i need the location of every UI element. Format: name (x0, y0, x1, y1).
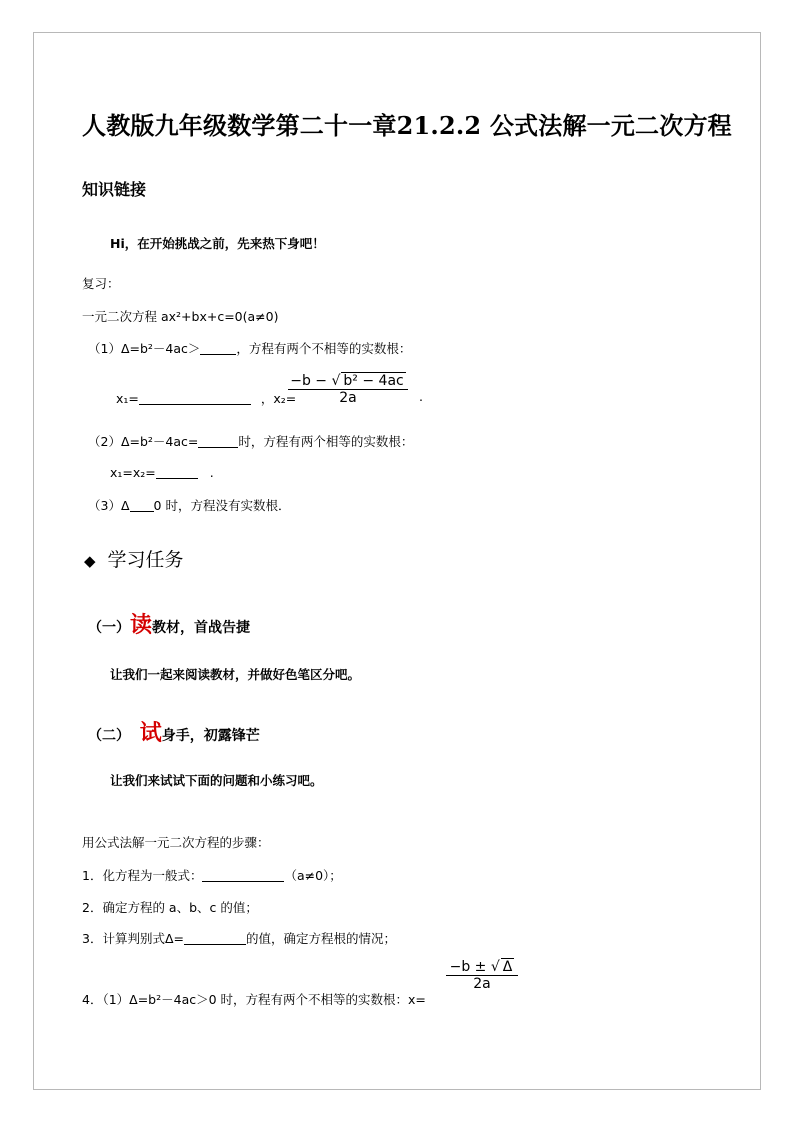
case1-text: ，方程有两个不相等的实数根： (236, 341, 412, 356)
case3-delta: Δ (120, 498, 130, 513)
case1-delta: Δ=b²－4ac＞ (120, 341, 201, 356)
greeting-text: Hi，在开始挑战之前，先来热下身吧！ (110, 236, 325, 251)
case1-end: . (419, 389, 423, 404)
case2-end: . (209, 465, 214, 480)
section2-desc: 让我们来试试下面的问题和小练习吧。 (110, 773, 323, 788)
case2-roots-line (110, 465, 214, 480)
section2-key: 试 (139, 721, 162, 746)
case3-line (88, 496, 290, 514)
case3-text: 0 时，方程没有实数根． (153, 498, 291, 513)
case3-prefix: （3） (88, 498, 121, 513)
x12-blank[interactable] (156, 466, 198, 479)
step2: 2．确定方程的 a、b、c 的值； (82, 900, 258, 915)
case1-blank[interactable] (200, 342, 236, 355)
case3-blank[interactable] (130, 499, 154, 512)
equation-general: 一元二次方程 ax²+bx+c=0(a≠0) (82, 309, 279, 324)
root-formula-denominator: 2a (339, 390, 357, 406)
section1-key: 读 (130, 613, 153, 638)
x1-blank[interactable] (139, 392, 251, 405)
page-title: 人教版九年级数学第二十一章21.2.2 公式法解一元二次方程 (82, 111, 732, 140)
step4-numerator: −b ± √ Δ (449, 959, 513, 975)
diamond-bullet-icon: ◆ (84, 552, 96, 570)
steps-title: 用公式法解一元二次方程的步骤： (82, 835, 270, 850)
step1: 1．化方程为一般式： （a≠0）； (82, 868, 342, 883)
case1-prefix: （1） (88, 341, 121, 356)
step4: 4．（1）Δ=b²－4ac＞0 时，方程有两个不相等的实数根：x= (82, 992, 426, 1007)
case2-blank[interactable] (198, 435, 238, 448)
step4-denominator: 2a (473, 976, 491, 992)
x12-label: x₁=x₂= (110, 465, 156, 480)
case2-prefix: （2） (88, 434, 121, 449)
section1-desc: 让我们一起来阅读教材，并做好色笔区分吧。 (110, 667, 361, 682)
root-formula-numerator: −b − √ b² − 4ac (290, 373, 404, 389)
case2-line (88, 432, 413, 450)
case1-roots-line (116, 389, 296, 407)
case2-delta: Δ=b²－4ac= (120, 434, 199, 449)
knowledge-link-heading: 知识链接 (82, 180, 147, 199)
step3: 3．计算判别式Δ= 的值，确定方程根的情况； (82, 931, 396, 946)
section1-heading: （一）读教材，首战告捷 (88, 613, 251, 638)
case2-text: 时，方程有两个相等的实数根： (238, 434, 414, 449)
x1-label: x₁= (116, 391, 139, 406)
root-formula-fraction (288, 372, 408, 406)
x2-label: ，x₂= (260, 391, 297, 406)
step1-blank[interactable] (202, 869, 284, 882)
case1-line (88, 339, 411, 357)
section2-heading: （二） 试身手，初露锋芒 (88, 721, 260, 746)
step3-blank[interactable] (184, 932, 246, 945)
learning-task-heading: ◆ 学习任务 (84, 549, 184, 571)
step4-fraction (446, 958, 518, 992)
review-label: 复习： (82, 276, 120, 291)
